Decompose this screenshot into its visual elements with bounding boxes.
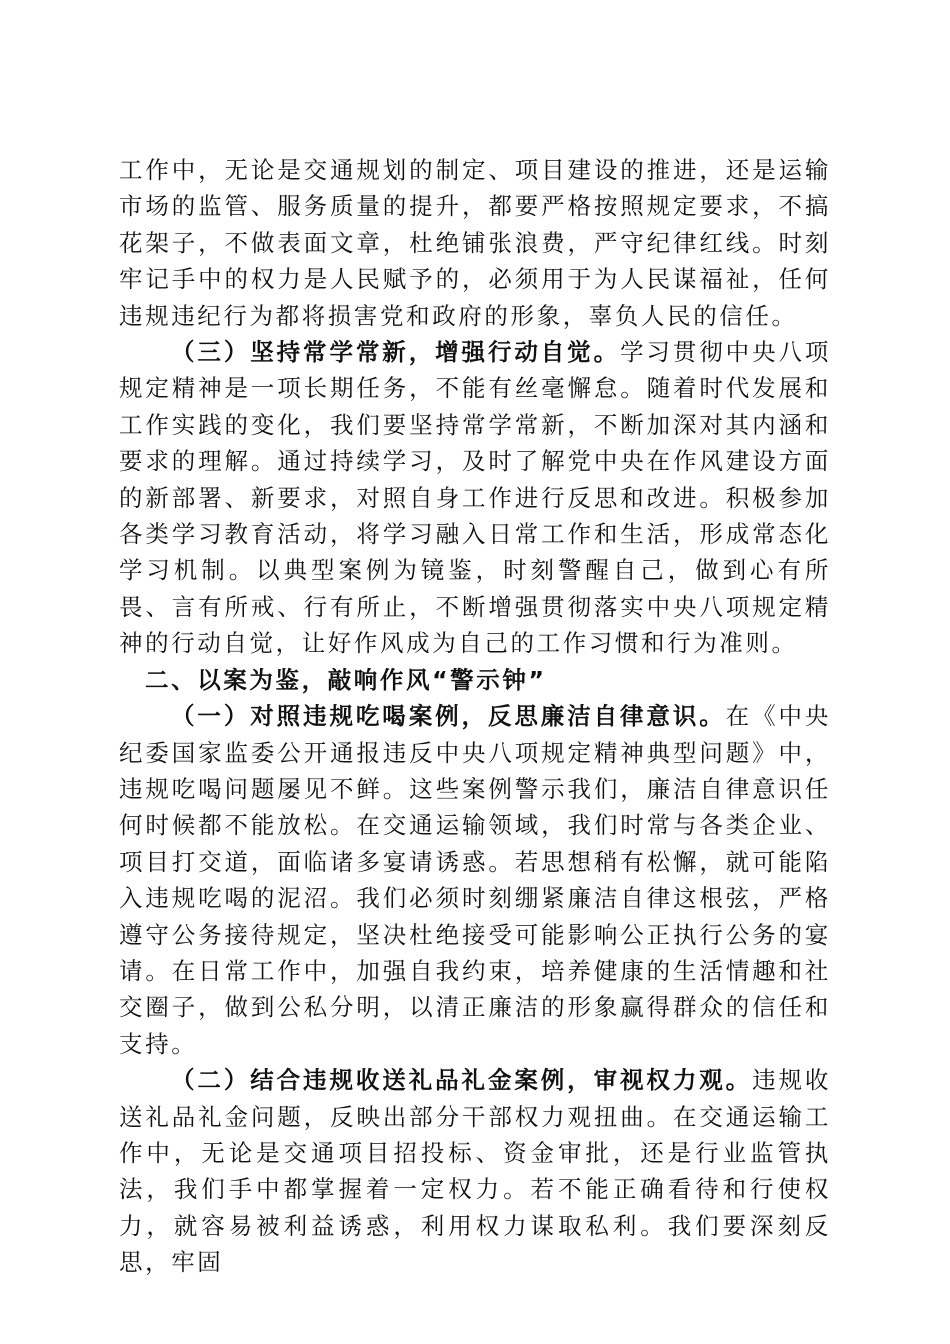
paragraph-subsection-1 (119, 698, 831, 1062)
paragraph-subsection-2 (119, 1062, 831, 1280)
document-body (119, 152, 831, 1281)
paragraph-body: 工作中，无论是交通规划的制定、项目建设的推进，还是运输市场的监管、服务质量的提升，都要严格按照规定要求，不搞花架子，不做表面文章，杜绝铺张浪费，严守纪律红线。时刻牢记手中的权力是人民赋予的，必须用于为人民谋福祉，任何违规违纪行为都将损害党和政府的形象，辜负人民的信任。 (119, 156, 831, 330)
paragraph-continuation (119, 152, 831, 334)
paragraph-section-3 (119, 334, 831, 662)
paragraph-lead: （二）结合违规收送礼品礼金案例，审视权力观。 (171, 1066, 753, 1095)
paragraph-body: 学习贯彻中央八项规定精神是一项长期任务，不能有丝毫懈怠。随着时代发展和工作实践的变化，我们要坚持常学常新，不断加深对其内涵和要求的理解。通过持续学习，及时了解党中央在作风建设方面的新部署、新要求，对照自身工作进行反思和改进。积极参加各类学习教育活动，将学习融入日常工作和生活，形成常态化学习机制。以典型案例为镜鉴，时刻警醒自己，做到心有所畏、言有所戒、行有所止，不断增强贯彻落实中央八项规定精神的行动自觉，让好作风成为自己的工作习惯和行为准则。 (119, 338, 831, 658)
paragraph-body: 在《中央纪委国家监委公开通报违反中央八项规定精神典型问题》中，违规吃喝问题屡见不鲜。这些案例警示我们，廉洁自律意识任何时候都不能放松。在交通运输领域，我们时常与各类企业、项目打交道，面临诸多宴请诱惑。若思想稍有松懈，就可能陷入违规吃喝的泥沼。我们必须时刻绷紧廉洁自律这根弦，严格遵守公务接待规定，坚决杜绝接受可能影响公正执行公务的宴请。在日常工作中，加强自我约束，培养健康的生活情趣和社交圈子，做到公私分明，以清正廉洁的形象赢得群众的信任和支持。 (119, 702, 831, 1058)
paragraph-body: 违规收送礼品礼金问题，反映出部分干部权力观扭曲。在交通运输工作中，无论是交通项目招投标、资金审批，还是行业监管执法，我们手中都掌握着一定权力。若不能正确看待和行使权力，就容易被利益诱惑，利用权力谋取私利。我们要深刻反思，牢固 (119, 1066, 831, 1277)
paragraph-lead: （一）对照违规吃喝案例，反思廉洁自律意识。 (171, 702, 726, 731)
section-heading: 二、以案为鉴，敲响作风“警示钟” (145, 665, 547, 694)
paragraph-lead: （三）坚持常学常新，增强行动自觉。 (171, 338, 621, 367)
